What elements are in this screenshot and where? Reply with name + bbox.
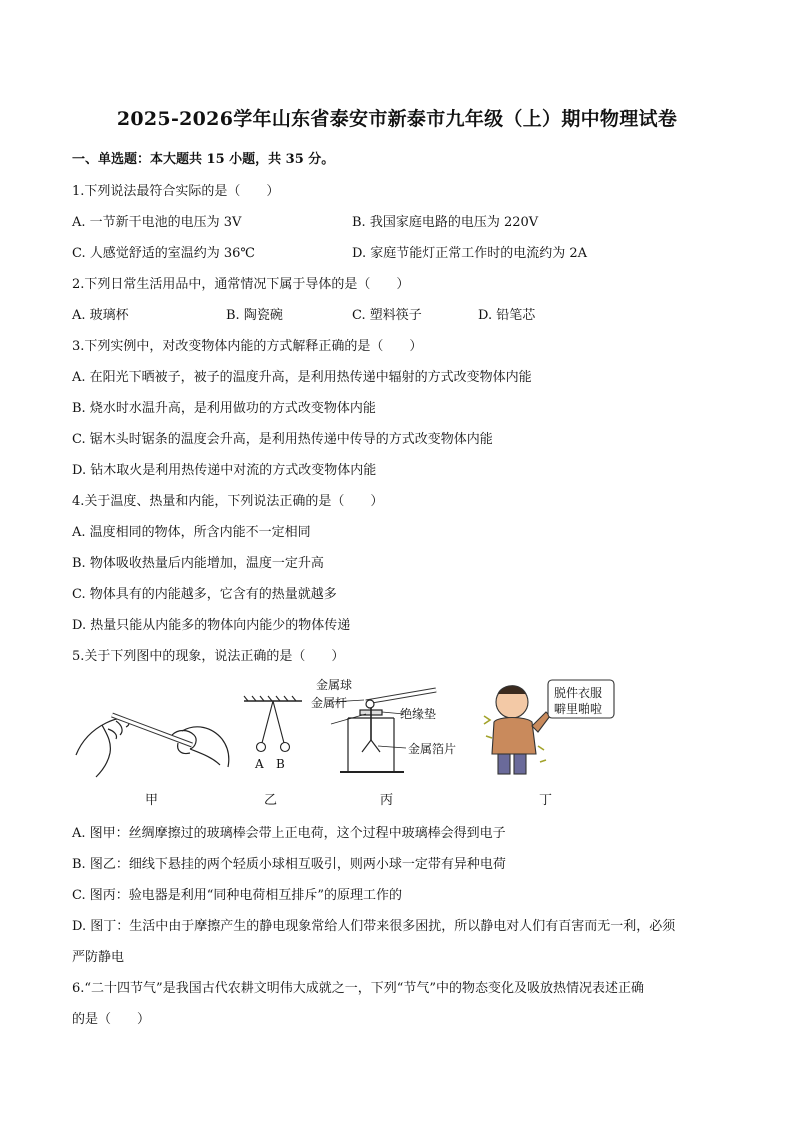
q3-option-a: A. 在阳光下晒被子，被子的温度升高，是利用热传递中辐射的方式改变物体内能 — [72, 370, 532, 385]
figure-label-b: B — [276, 757, 285, 771]
q1-option-c: C. 人感觉舒适的室温约为 36℃ — [72, 246, 255, 261]
q2-option-c: C. 塑料筷子 — [352, 308, 422, 323]
q4-stem: 4.关于温度、热量和内能，下列说法正确的是（ ） — [72, 494, 384, 509]
q3-stem: 3.下列实例中，对改变物体内能的方式解释正确的是（ ） — [72, 339, 423, 354]
bubble-line-2: 噼里啪啦 — [554, 702, 603, 716]
figure-bing-electroscope — [326, 680, 476, 780]
caption-jia: 甲 — [145, 793, 159, 808]
section-heading: 一、单选题：本大题共 15 小题，共 35 分。 — [72, 152, 335, 167]
q5-stem: 5.关于下列图中的现象，说法正确的是（ ） — [72, 649, 345, 664]
q4-option-d: D. 热量只能从内能多的物体向内能少的物体传递 — [72, 618, 351, 633]
bubble-line-1: 脱件衣服 — [554, 686, 603, 700]
q6-stem-line1: 6.“二十四节气”是我国古代农耕文明伟大成就之一，下列“节气”中的物态变化及吸放热情况表述正确 — [72, 981, 644, 996]
q6-stem-line2: 的是（ ） — [72, 1012, 151, 1027]
q5-option-c: C. 图丙：验电器是利用“同种电荷相互排斥”的原理工作的 — [72, 888, 403, 903]
figure-jia-glass-rod — [72, 695, 232, 780]
q3-option-c: C. 锯木头时锯条的温度会升高，是利用热传递中传导的方式改变物体内能 — [72, 432, 493, 447]
caption-yi: 乙 — [264, 793, 278, 808]
q5-option-b: B. 图乙：细线下悬挂的两个轻质小球相互吸引，则两小球一定带有异种电荷 — [72, 857, 506, 872]
label-foil: 金属箔片 — [408, 742, 457, 756]
figure-yi-balls — [240, 695, 306, 755]
q3-option-b: B. 烧水时水温升高，是利用做功的方式改变物体内能 — [72, 401, 376, 416]
q4-option-c: C. 物体具有的内能越多，它含有的热量就越多 — [72, 587, 337, 602]
q5-option-d-line2: 严防静电 — [72, 950, 125, 965]
q2-option-a: A. 玻璃杯 — [72, 308, 129, 323]
q1-option-b: B. 我国家庭电路的电压为 220V — [352, 215, 539, 230]
q1-stem: 1.下列说法最符合实际的是（ ） — [72, 184, 280, 199]
figure-ding-person-static — [476, 676, 626, 780]
q4-option-a: A. 温度相同的物体，所含内能不一定相同 — [72, 525, 311, 540]
label-insulator: 绝缘垫 — [400, 707, 437, 721]
q1-option-a: A. 一节新干电池的电压为 3V — [72, 215, 242, 230]
label-metal-rod: 金属杆 — [311, 696, 348, 710]
label-metal-ball: 金属球 — [316, 678, 353, 692]
figure-label-a: A — [255, 757, 264, 771]
q2-stem: 2.下列日常生活用品中，通常情况下属于导体的是（ ） — [72, 277, 410, 292]
q2-option-b: B. 陶瓷碗 — [226, 308, 283, 323]
q1-option-d: D. 家庭节能灯正常工作时的电流约为 2A — [352, 246, 588, 261]
q4-option-b: B. 物体吸收热量后内能增加，温度一定升高 — [72, 556, 324, 571]
caption-bing: 丙 — [380, 793, 394, 808]
q5-option-a: A. 图甲：丝绸摩擦过的玻璃棒会带上正电荷，这个过程中玻璃棒会得到电子 — [72, 826, 506, 841]
page-title: 2025-2026学年山东省泰安市新泰市九年级（上）期中物理试卷 — [116, 108, 678, 130]
q5-option-d-line1: D. 图丁：生活中由于摩擦产生的静电现象常给人们带来很多困扰，所以静电对人们有百害而无一利，必须 — [72, 919, 676, 934]
q2-option-d: D. 铅笔芯 — [478, 308, 536, 323]
q3-option-d: D. 钻木取火是利用热传递中对流的方式改变物体内能 — [72, 463, 377, 478]
caption-ding: 丁 — [539, 793, 553, 808]
